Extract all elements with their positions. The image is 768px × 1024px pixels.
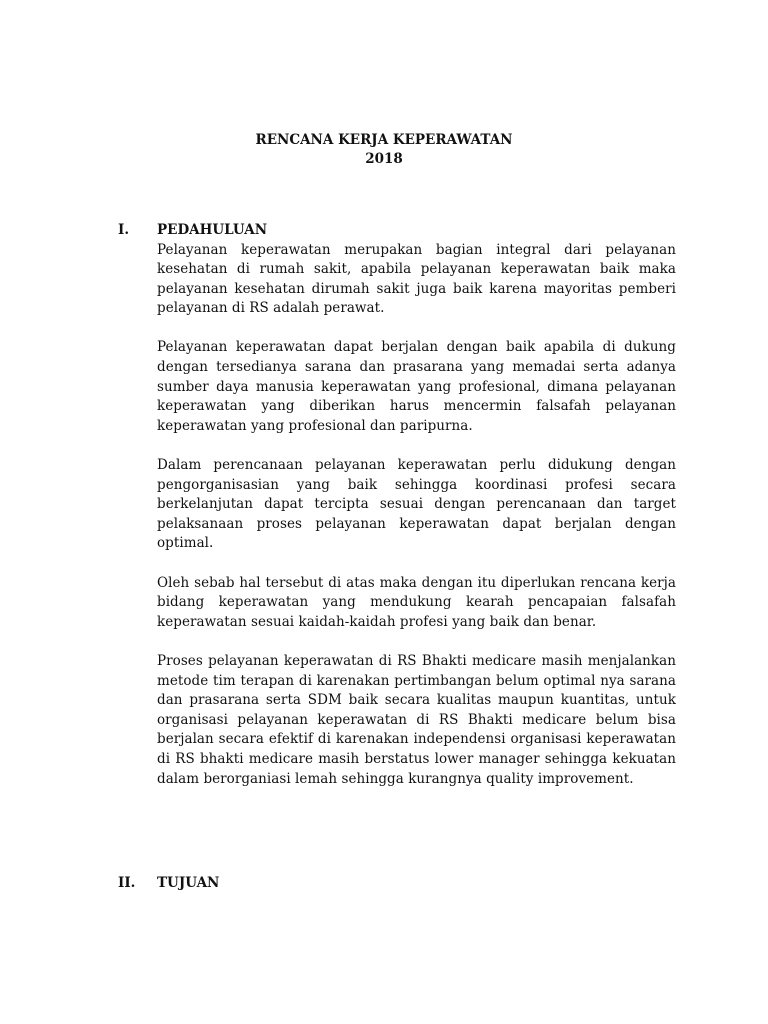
- document-title-block: [0, 131, 768, 169]
- document-year: 2018: [365, 151, 403, 167]
- section-heading: [118, 874, 678, 894]
- section-body: [157, 241, 676, 790]
- section-title: TUJUAN: [157, 875, 220, 891]
- paragraph: Proses pelayanan keperawatan di RS Bhakti medicare masih menjalankan metode tim terapan di karenakan pertimbangan belum optimal nya sarana dan prasarana serta SDM baik secara kualitas maupun kuantitas, untuk organisasi pelayanan keperawatan di RS Bhakti medicare belum bisa berjalan secara efektif di karenakan independensi organisasi keperawatan di RS bhakti medicare masih berstatus lower manager sehingga kekuatan dalam berorganiasi lemah sehingga kurangnya quality improvement.: [157, 652, 676, 787]
- paragraph: Pelayanan keperawatan dapat berjalan dengan baik apabila di dukung dengan tersedianya sarana dan prasarana yang memadai serta adanya sumber daya manusia keperawatan yang profesional, dimana pelayanan keperawatan yang diberikan harus mencermin falsafah pelayanan keperawatan yang profesional dan paripurna.: [157, 339, 676, 434]
- document-title: RENCANA KERJA KEPERAWATAN: [255, 132, 513, 148]
- paragraph: Pelayanan keperawatan merupakan bagian integral dari pelayanan kesehatan di rumah sakit, apabila pelayanan keperawatan baik maka pelayanan kesehatan dirumah sakit juga baik karena mayoritas pemberi pelayanan di RS adalah perawat.: [157, 241, 676, 317]
- section-tujuan: [118, 874, 678, 894]
- section-heading: [118, 221, 678, 241]
- section-number: I.: [118, 222, 130, 238]
- section-number: II.: [118, 875, 136, 891]
- paragraph: Oleh sebab hal tersebut di atas maka dengan itu diperlukan rencana kerja bidang keperawatan yang mendukung kearah pencapaian falsafah keperawatan sesuai kaidah-kaidah profesi yang baik dan benar.: [157, 574, 676, 630]
- paragraph: Dalam perencanaan pelayanan keperawatan perlu didukung dengan pengorganisasian yang baik sehingga koordinasi profesi secara berkelanjutan dapat tercipta sesuai dengan perencanaan dan target pelaksanaan proses pelayanan keperawatan dapat berjalan dengan optimal.: [157, 457, 676, 552]
- section-pedahuluan: [118, 221, 678, 789]
- section-title: PEDAHULUAN: [157, 222, 268, 238]
